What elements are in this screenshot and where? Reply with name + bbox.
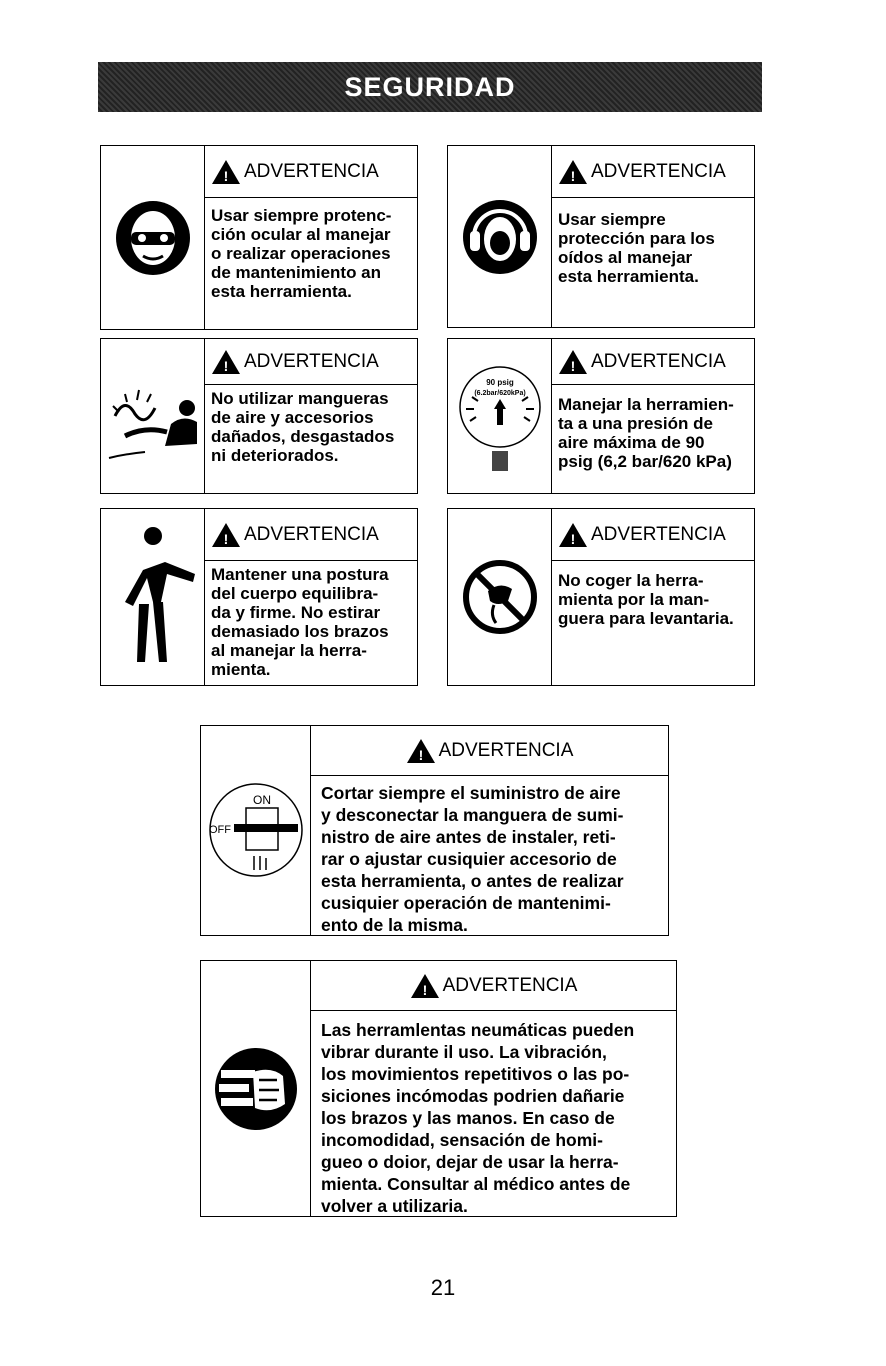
warning-heading: ! ADVERTENCIA: [311, 961, 676, 1011]
banner-title: SEGURIDAD: [344, 71, 516, 102]
svg-text:!: !: [223, 357, 229, 374]
warning-text: Cortar siempre el suministro de aire y desconectar la manguera de sumi- nistro de aire antes de instaler, reti- rar o ajustar cusiquier accesorio de esta herramienta, o antes de realizar cusiquier operación de mantenimi- ento de la misma.: [321, 783, 624, 935]
warning-triangle-icon: [211, 522, 241, 548]
warning-heading: ! ADVERTENCIA: [311, 726, 668, 776]
pressure-gauge-icon: [452, 351, 548, 481]
vibration-hand-icon: [211, 1044, 301, 1134]
svg-text:!: !: [570, 357, 576, 374]
warning-triangle-icon: [211, 349, 241, 375]
warning-panel-hose: [100, 338, 418, 494]
hose-whip-icon: [105, 366, 201, 466]
warning-triangle-icon: [558, 522, 588, 548]
warning-panel-disconnect: [200, 725, 669, 936]
svg-text:OFF: OFF: [208, 823, 231, 836]
warning-heading: ! ADVERTENCIA: [552, 339, 754, 385]
warning-panel-ear: [447, 145, 755, 328]
svg-text:!: !: [422, 981, 427, 998]
warning-text: No utilizar mangueras de aire y accesorios dañados, desgastados ni deteriorados.: [211, 389, 395, 465]
warning-triangle-icon: [410, 973, 440, 999]
svg-text:(6.2bar/620kPa): (6.2bar/620kPa): [473, 390, 526, 397]
safety-banner: [98, 62, 762, 112]
warning-panel-eye: [100, 145, 418, 330]
svg-text:90 psig: 90 psig: [485, 378, 514, 387]
warning-heading: ! ADVERTENCIA: [205, 509, 417, 561]
warning-text: Manejar la herramien- ta a una presión de aire máxima de 90 psig (6,2 bar/620 kPa): [558, 395, 734, 471]
svg-text:!: !: [223, 167, 229, 184]
warning-triangle-icon: [211, 159, 241, 185]
warning-heading: ! ADVERTENCIA: [205, 146, 417, 198]
warning-panel-pressure: [447, 338, 755, 494]
warning-text: Usar siempre protección para los oídos al manejar esta herramienta.: [558, 210, 715, 286]
warning-text: Mantener una postura del cuerpo equilibra- da y firme. No estirar demasiado los brazos al manejar la herra- mienta.: [211, 565, 389, 679]
svg-text:!: !: [418, 746, 423, 763]
warning-heading: ! ADVERTENCIA: [552, 146, 754, 198]
svg-text:!: !: [223, 530, 229, 547]
warning-heading: ! ADVERTENCIA: [552, 509, 754, 561]
no-carry-by-hose-icon: [460, 557, 540, 637]
warning-triangle-icon: [558, 349, 588, 375]
eye-protection-icon: [113, 198, 193, 278]
warning-triangle-icon: [406, 738, 436, 764]
svg-text:ON: ON: [252, 792, 271, 807]
warning-panel-hose-carry: [447, 508, 755, 686]
balanced-posture-icon: [105, 512, 201, 682]
warning-heading: ! ADVERTENCIA: [205, 339, 417, 385]
ear-protection-icon: [460, 197, 540, 277]
warning-triangle-icon: [558, 159, 588, 185]
air-valve-off-icon: [204, 766, 308, 896]
warning-panel-vibration: [200, 960, 677, 1217]
warning-panel-posture: [100, 508, 418, 686]
warning-text: Las herramlentas neumáticas pueden vibrar durante il uso. La vibración, los movimientos repetitivos o las po- siciones incómodas podrien dañarie los brazos y las manos. En caso de incomodidad, sensación de homi- gueo o doior, dejar de usar la herra- mienta. Consultar al médico antes de volver a utilizaria.: [321, 1020, 635, 1216]
svg-text:!: !: [570, 167, 576, 184]
warning-text: Usar siempre protenc- ción ocular al manejar o realizar operaciones de mantenimiento an esta herramienta.: [211, 206, 392, 301]
svg-text:!: !: [570, 530, 576, 547]
warning-text: No coger la herra- mienta por la man- guera para levantaria.: [558, 571, 734, 628]
page-number: 21: [430, 1275, 456, 1300]
